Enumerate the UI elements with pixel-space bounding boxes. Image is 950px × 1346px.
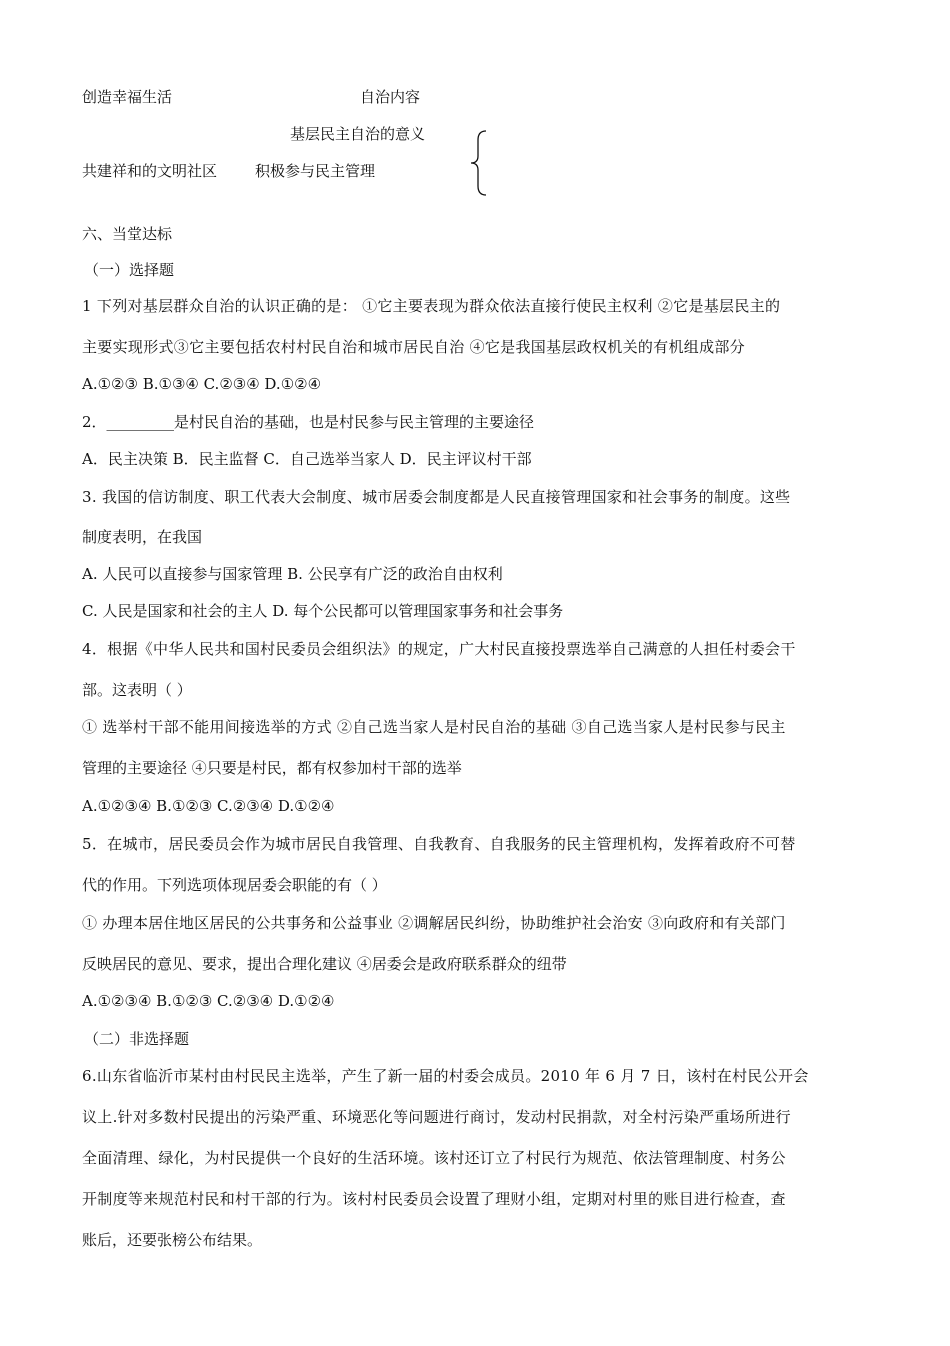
q3-line1: 3. 我国的信访制度、职工代表大会制度、城市居委会制度都是人民直接管理国家和社会事务的制度。这些 — [82, 488, 791, 506]
diagram-right-top: 自治内容 — [360, 88, 421, 106]
diagram-left-top: 创造幸福生活 — [82, 88, 173, 106]
q6-line2: 议上.针对多数村民提出的污染严重、环境恶化等问题进行商讨，发动村民捐款，对全村污染严重场所进行 — [82, 1108, 791, 1126]
q4-line1: 4．根据《中华人民共和国村民委员会组织法》的规定，广大村民直接投票选举自己满意的人担任村委会干 — [82, 640, 796, 658]
q4-options: A.①②③④ B.①②③ C.②③④ D.①②④ — [82, 797, 335, 815]
q3-options1: A. 人民可以直接参与国家管理 B. 公民享有广泛的政治自由权利 — [82, 565, 503, 583]
q1-line1: 1 下列对基层群众自治的认识正确的是： ①它主要表现为群众依法直接行使民主权利 ②它是基层民主的 — [82, 297, 781, 315]
curly-brace-icon — [466, 128, 490, 198]
q5-line1: 5．在城市，居民委员会作为城市居民自我管理、自我教育、自我服务的民主管理机构，发挥着政府不可替 — [82, 835, 796, 853]
q6-line1: 6.山东省临沂市某村由村民民主选举，产生了新一届的村委会成员。2010 年 6 月 7 日，该村在村民公开会 — [82, 1067, 809, 1085]
q2-line1: 2．_________是村民自治的基础，也是村民参与民主管理的主要途径 — [82, 413, 535, 431]
q2-options: A．民主决策 B．民主监督 C．自己选举当家人 D．民主评议村干部 — [82, 450, 532, 468]
diagram-center: 基层民主自治的意义 — [290, 125, 426, 143]
diagram-mid-bottom: 积极参与民主管理 — [255, 162, 376, 180]
q4-line3: ① 选举村干部不能用间接选举的方式 ②自己选当家人是村民自治的基础 ③自己选当家人是村民参与民主 — [82, 718, 786, 736]
q3-options2: C. 人民是国家和社会的主人 D. 每个公民都可以管理国家事务和社会事务 — [82, 602, 564, 620]
diagram-left-bottom: 共建祥和的文明社区 — [82, 162, 218, 180]
q6-line4: 开制度等来规范村民和村干部的行为。该村村民委员会设置了理财小组，定期对村里的账目进行检查，查 — [82, 1190, 786, 1208]
q6-line5: 账后，还要张榜公布结果。 — [82, 1231, 263, 1249]
q4-line4: 管理的主要途径 ④只要是村民，都有权参加村干部的选举 — [82, 759, 462, 777]
q6-line3: 全面清理、绿化，为村民提供一个良好的生活环境。该村还订立了村民行为规范、依法管理制度、村务公 — [82, 1149, 786, 1167]
q3-line2: 制度表明，在我国 — [82, 528, 203, 546]
part1-title: （一）选择题 — [84, 261, 175, 279]
q5-options: A.①②③④ B.①②③ C.②③④ D.①②④ — [82, 992, 335, 1010]
q4-line2: 部。这表明（ ） — [82, 681, 192, 699]
q1-options: A.①②③ B.①③④ C.②③④ D.①②④ — [82, 375, 322, 393]
q5-line4: 反映居民的意见、要求，提出合理化建议 ④居委会是政府联系群众的纽带 — [82, 955, 567, 973]
q5-line3: ① 办理本居住地区居民的公共事务和公益事业 ②调解居民纠纷，协助维护社会治安 ③向政府和有关部门 — [82, 914, 786, 932]
part2-title: （二）非选择题 — [84, 1030, 190, 1048]
q1-line2: 主要实现形式③它主要包括农村村民自治和城市居民自治 ④它是我国基层政权机关的有机组成部分 — [82, 338, 745, 356]
q5-line2: 代的作用。下列选项体现居委会职能的有（ ） — [82, 876, 387, 894]
section-title: 六、当堂达标 — [82, 225, 173, 243]
